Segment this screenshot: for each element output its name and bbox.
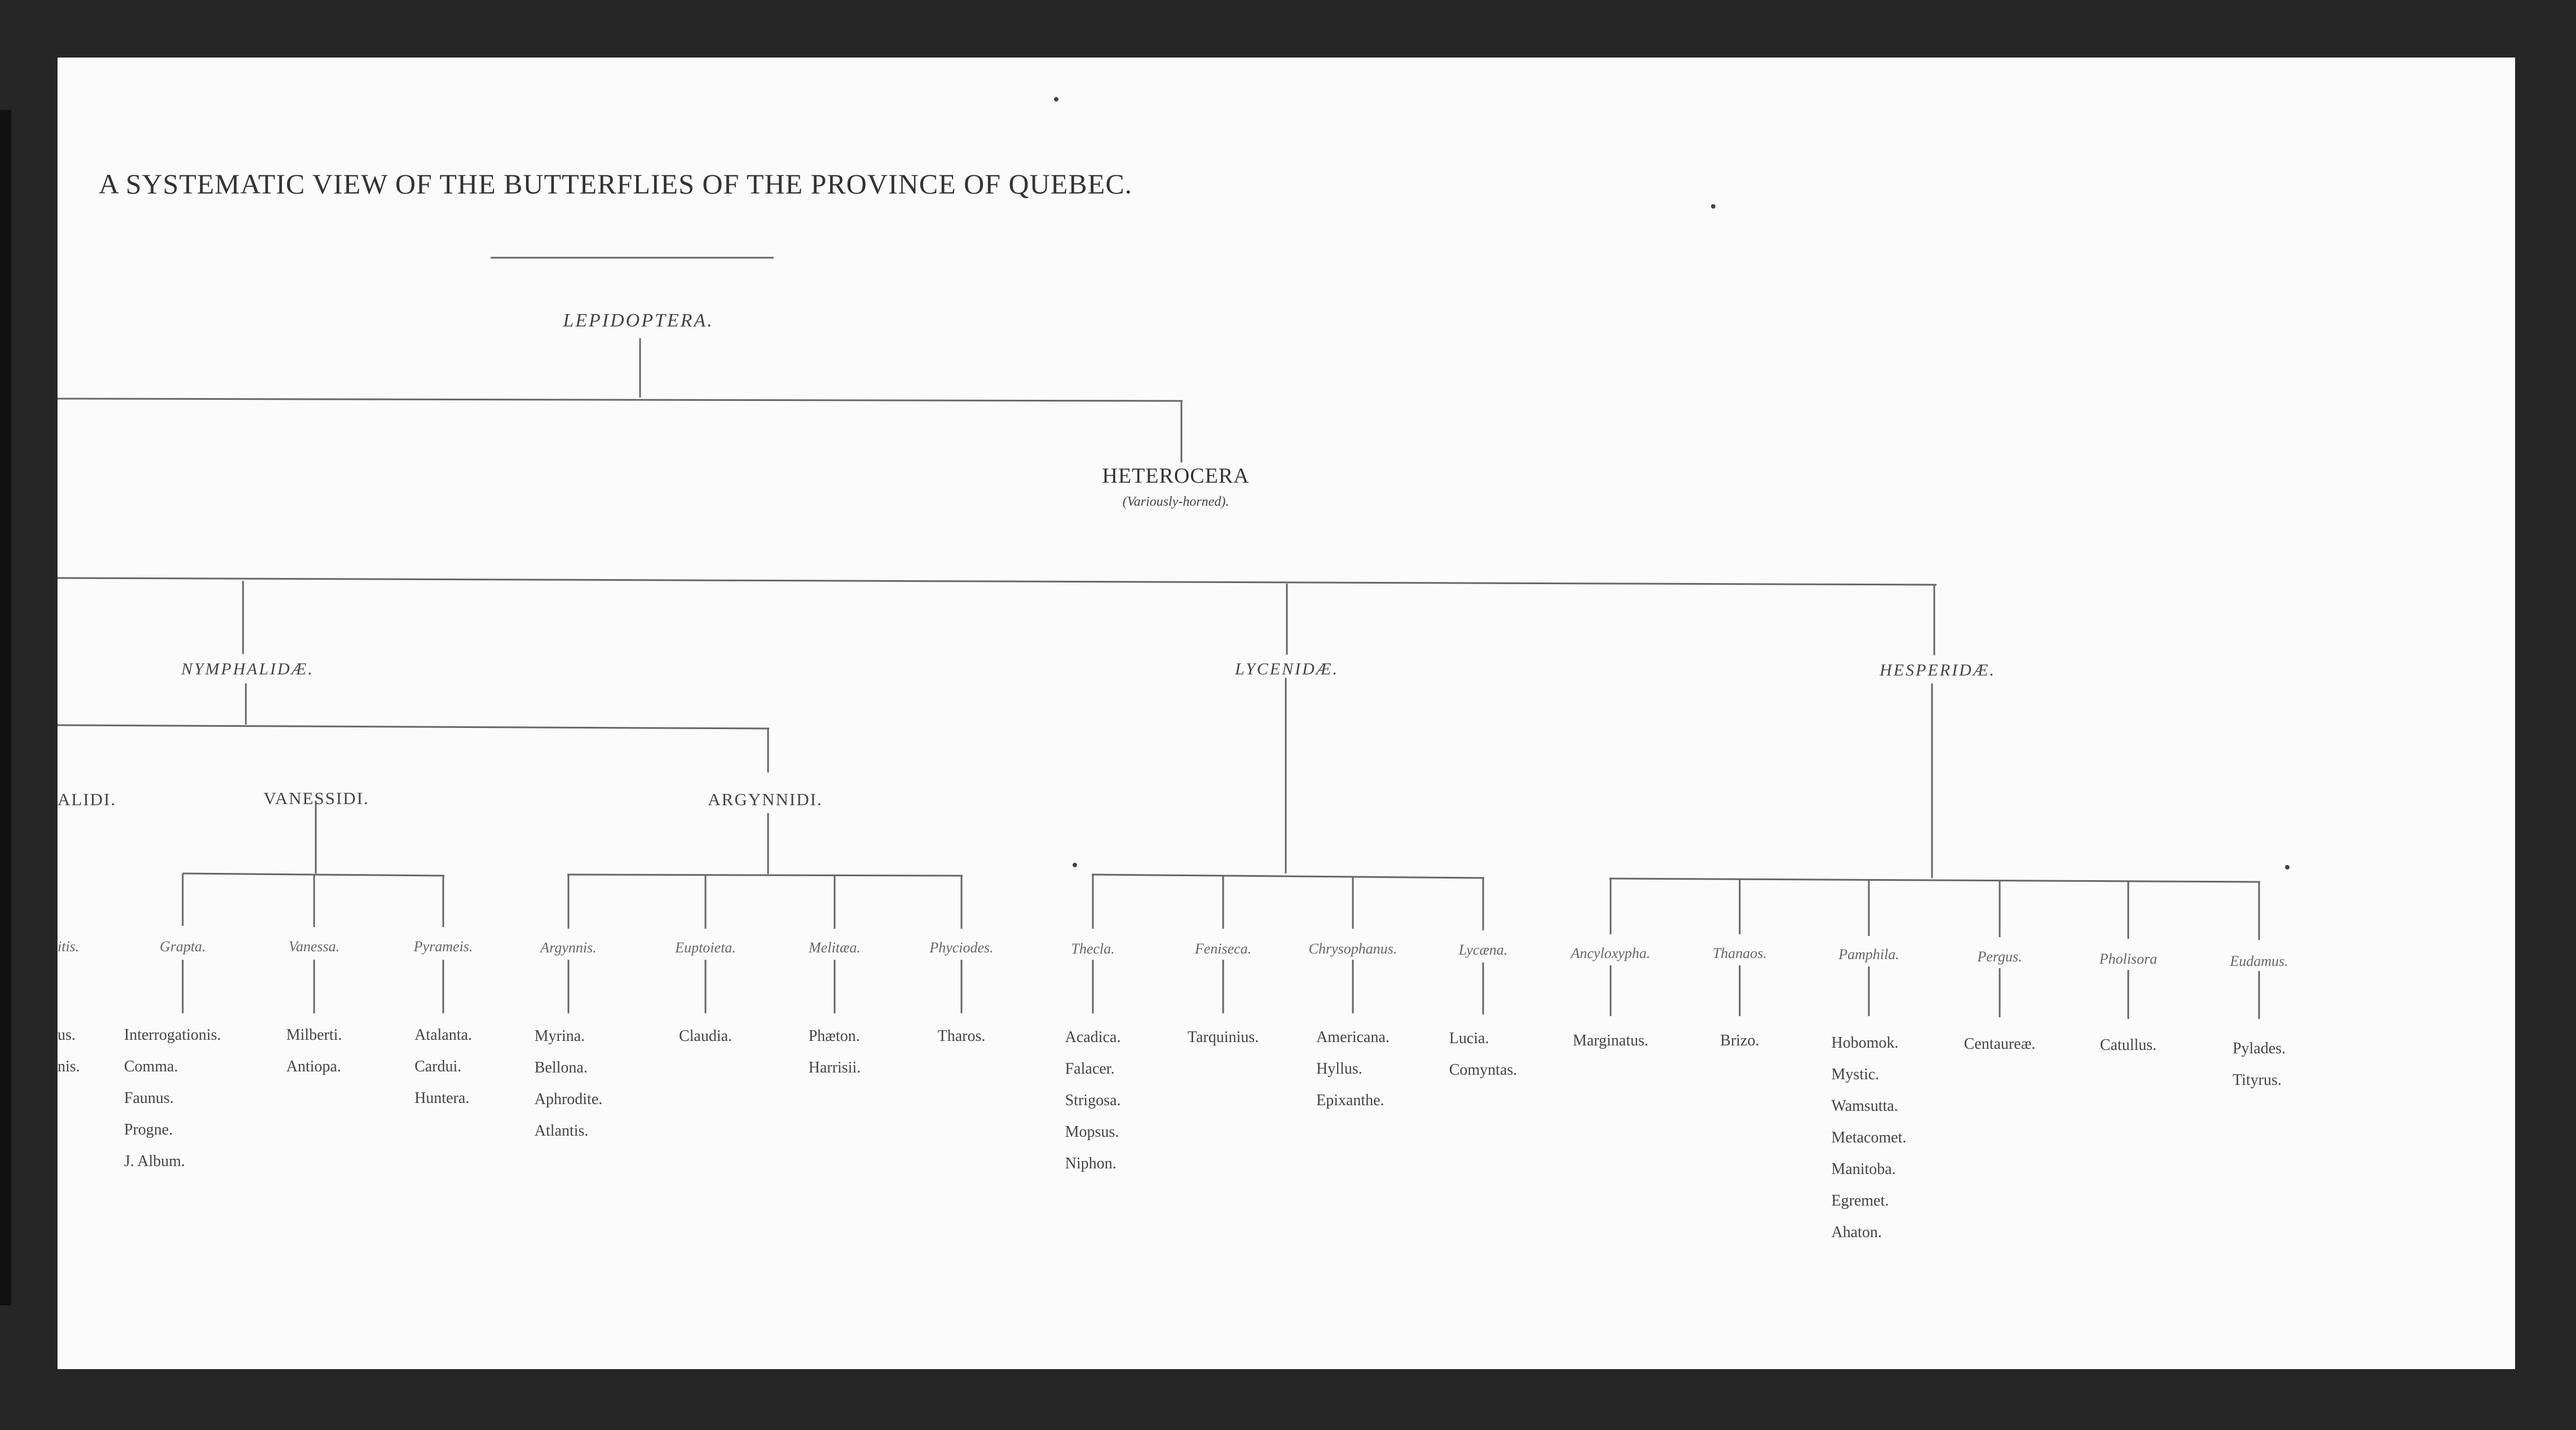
species-name: Cardui. <box>414 1058 462 1075</box>
genus-label: Pholisora <box>2099 951 2158 967</box>
species-name: Niphon. <box>1065 1155 1117 1172</box>
species-name: J. Album. <box>124 1153 186 1170</box>
species-list <box>679 1021 732 1052</box>
species-list <box>124 1019 221 1177</box>
species-name: Lucia. <box>1449 1030 1489 1047</box>
genus-label: Vanessa. <box>288 938 340 955</box>
species-name: Falacer. <box>1065 1060 1115 1078</box>
species-name: Ahaton. <box>1831 1224 1882 1241</box>
genus-label: Pyrameis. <box>413 938 473 955</box>
species-name: Acadica. <box>1065 1029 1121 1046</box>
species-list <box>1573 1025 1648 1057</box>
species-name: Interrogationis. <box>124 1026 221 1044</box>
genus-label: Phyciodes. <box>929 939 994 956</box>
species-name: Tharos. <box>937 1027 986 1045</box>
species-name: Egremet. <box>1831 1192 1889 1210</box>
species-name: Comma. <box>124 1058 178 1075</box>
genus-label: Thanaos. <box>1712 945 1767 961</box>
species-name: Atalanta. <box>414 1026 472 1044</box>
species-name: Centaureæ. <box>1964 1035 2036 1053</box>
genus-label: Euptoieta. <box>675 939 736 956</box>
species-name: Atlantis. <box>534 1122 589 1140</box>
species-list <box>535 1021 603 1147</box>
genus-label: Feniseca. <box>1194 941 1252 957</box>
species-name: Americana. <box>1316 1029 1390 1046</box>
tribe-cut-off: ALIDI. <box>58 789 117 809</box>
species-list <box>1316 1022 1390 1116</box>
species-list <box>2233 1033 2286 1096</box>
scan-speck <box>1711 204 1715 209</box>
document-sheet <box>58 58 2515 1369</box>
species-name: Progne. <box>124 1121 173 1138</box>
species-list <box>414 1019 472 1114</box>
scan-speck <box>1054 97 1058 101</box>
species-list <box>1449 1023 1518 1086</box>
root-label-lepidoptera: LEPIDOPTERA. <box>563 310 714 331</box>
genus-label: Eudamus. <box>2230 953 2288 969</box>
genus-label: Argynnis. <box>540 939 597 956</box>
species-name: Tityrus. <box>2232 1071 2282 1089</box>
species-list <box>2100 1030 2156 1061</box>
species-name: us. <box>58 1026 76 1044</box>
species-name: Phæton. <box>808 1027 860 1045</box>
species-name: Catullus. <box>2099 1036 2157 1054</box>
species-name: Hyllus. <box>1316 1060 1362 1078</box>
genus-label: Melitæa. <box>809 939 861 956</box>
species-list <box>1720 1025 1759 1057</box>
genus-label: Pamphila. <box>1838 946 1899 963</box>
species-name: Myrina. <box>534 1027 585 1045</box>
species-name: Harrisii. <box>808 1059 861 1076</box>
species-list <box>1832 1027 1907 1248</box>
family-hesperidae: HESPERIDÆ. <box>1880 661 1996 679</box>
species-name: Pylades. <box>2232 1040 2286 1057</box>
species-list <box>938 1021 986 1052</box>
species-list <box>58 1019 80 1083</box>
genus-label: itis. <box>58 938 80 955</box>
species-name: Marginatus. <box>1572 1032 1649 1049</box>
genus-label: Thecla. <box>1071 941 1115 957</box>
tribe-vanessidi: VANESSIDI. <box>263 788 369 808</box>
species-list <box>1964 1029 2036 1060</box>
species-list <box>1188 1022 1259 1053</box>
species-name: nis. <box>58 1058 80 1075</box>
page-title: A SYSTEMATIC VIEW OF THE BUTTERFLIES OF THE PROVINCE OF QUEBEC. <box>99 168 1133 200</box>
adjacent-page-edge <box>0 110 11 1305</box>
species-name: Comyntas. <box>1449 1061 1518 1079</box>
species-name: Tarquinius. <box>1187 1029 1259 1046</box>
species-name: Mopsus. <box>1065 1123 1119 1141</box>
scan-speck <box>2285 865 2290 870</box>
species-name: Bellona. <box>534 1059 588 1076</box>
species-name: Wamsutta. <box>1831 1097 1898 1115</box>
species-name: Hobomok. <box>1831 1034 1899 1052</box>
species-name: Milberti. <box>286 1026 342 1044</box>
genus-label: Chrysophanus. <box>1308 941 1397 957</box>
species-name: Huntera. <box>414 1089 470 1107</box>
genus-label: Lycæna. <box>1458 942 1508 958</box>
suborder-note: (Variously-horned). <box>1122 495 1229 509</box>
species-list <box>286 1019 342 1083</box>
tree-connector-lines <box>58 58 2515 1369</box>
tribe-argynnidi: ARGYNNIDI. <box>708 789 823 809</box>
species-name: Strigosa. <box>1065 1092 1121 1109</box>
species-name: Brizo. <box>1720 1032 1759 1049</box>
family-lycaenidae: LYCENIDÆ. <box>1235 660 1339 678</box>
suborder-heterocera: HETEROCERA <box>1102 464 1250 488</box>
family-nymphalidae: NYMPHALIDÆ. <box>181 660 314 678</box>
species-name: Aphrodite. <box>534 1091 603 1108</box>
genus-label: Grapta. <box>160 938 206 955</box>
species-list <box>809 1021 861 1084</box>
species-list <box>1065 1022 1121 1180</box>
scan-speck <box>1073 863 1077 867</box>
species-name: Manitoba. <box>1831 1160 1896 1178</box>
species-name: Claudia. <box>678 1027 733 1045</box>
species-name: Metacomet. <box>1831 1129 1907 1146</box>
genus-label: Ancyloxypha. <box>1571 945 1651 961</box>
genus-label: Pergus. <box>1977 948 2022 965</box>
species-name: Faunus. <box>124 1089 174 1107</box>
species-name: Epixanthe. <box>1316 1092 1384 1109</box>
species-name: Mystic. <box>1831 1066 1880 1083</box>
species-name: Antiopa. <box>286 1058 341 1075</box>
